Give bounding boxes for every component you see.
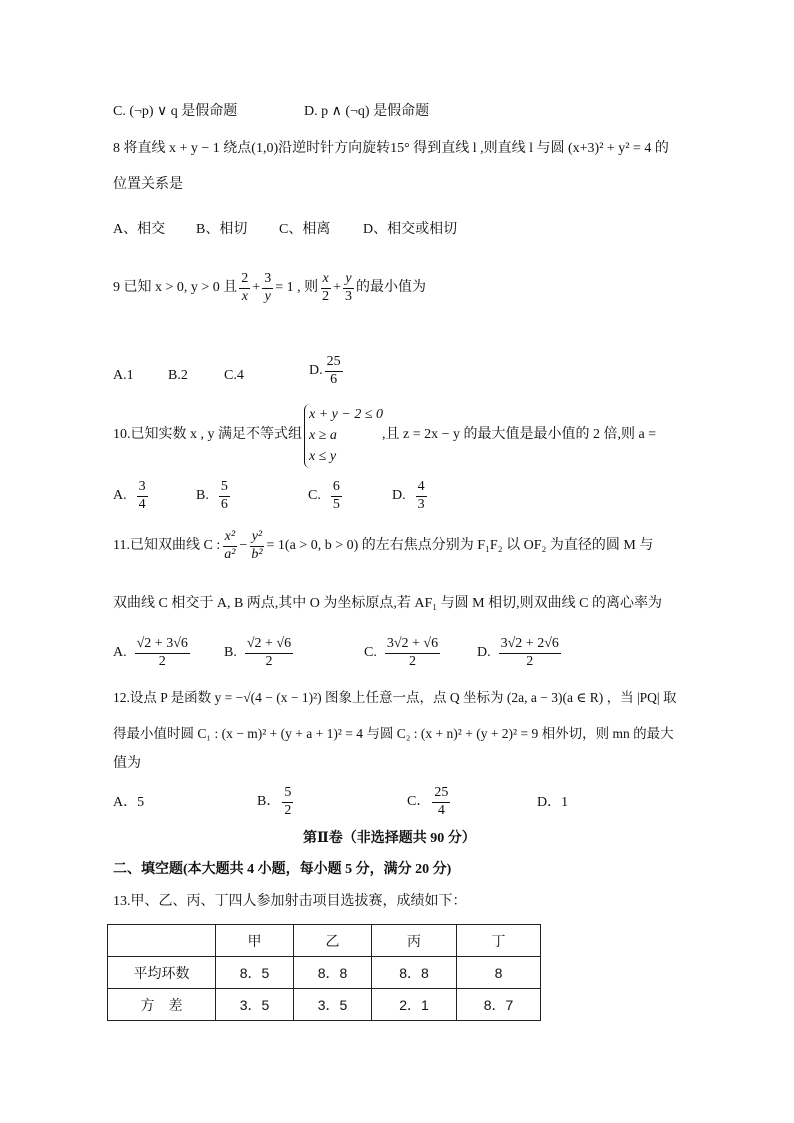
q11-option-a: A. $\frac{√2 + 3√6}{2}$ (113, 636, 188, 669)
q10-option-a: A. $\frac{3}{4}$ (113, 479, 146, 512)
q10-ineq-3: x ≤ y (309, 449, 337, 464)
table-cell: 8．7 (457, 989, 541, 1021)
q10-suffix: ,且 z = 2x − y 的最大值是最小值的 2 倍,则 a = (382, 427, 657, 442)
q7-option-d: D. p ∧ (¬q) 是假命题 (304, 104, 430, 119)
q9-stem (113, 272, 426, 304)
q11-prefix: 11.已知双曲线 C : (113, 538, 221, 554)
q11-fraction-y2-b2: $\frac{\text{y²}}{\text{b²}}$ (251, 529, 263, 562)
q11-stem-line1: 11.已知双曲线 C : $\frac{\text{x²}}{\text{a²}}$ − $\frac{\text{y²}}{\text{b²}}$ = 1(a > 0, b > 0) 的左右焦点分别为 F₁F₂ 以 OF₂ 为直径的圆 M 与 (113, 529, 654, 562)
q10-option-c: C. $\frac{6}{5}$ (308, 479, 340, 512)
q12-option-b: B． $\frac{5}{2}$ (257, 785, 292, 818)
q8-option-d: D、相交或相切 (363, 222, 458, 237)
q9-prefix: 9 已知 x > 0, y > 0 且 (113, 280, 238, 296)
table-header-cell: 甲 (216, 925, 294, 957)
q12-option-d: D．1 (537, 795, 569, 810)
q12-stem-line2: 得最小值时圆 C₁ : (x − m)² + (y + a + 1)² = 4 与圆 C₂ : (x + n)² + (y + 2)² = 9 相外切，则 mn 的最大 (113, 726, 674, 741)
q11-option-c: C. $\frac{3√2 + √6}{2}$ (364, 636, 439, 669)
table-cell: 3．5 (216, 989, 294, 1021)
q9-plus: + (252, 280, 261, 296)
q9-option-a: A.1 (113, 368, 134, 383)
table-header-cell (108, 925, 216, 957)
table-row-label: 方 差 (108, 989, 216, 1021)
q11-stem-line2: 双曲线 C 相交于 A, B 两点,其中 O 为坐标原点,若 AF₁ 与圆 M 相切,则双曲线 C 的离心率为 (113, 596, 662, 611)
q11-option-b: B. $\frac{√2 + √6}{2}$ (224, 636, 292, 669)
q9-fraction-3-over-y: $\frac{3}{y}$ (264, 271, 272, 304)
q10-option-b: B. $\frac{5}{6}$ (196, 479, 228, 512)
table-cell: 3．5 (294, 989, 372, 1021)
fill-in-section-title: 二、填空题(本大题共 4 小题，每小题 5 分，满分 20 分) (113, 862, 452, 877)
q12-option-a: A．5 (113, 795, 145, 810)
table-header-cell: 丁 (457, 925, 541, 957)
q13-stem: 13.甲、乙、丙、丁四人参加射击项目选拔赛，成绩如下： (113, 894, 467, 909)
q9-option-d: D. $\frac{25}{6}$ (309, 354, 341, 387)
table-header-row (108, 925, 541, 957)
q10-ineq-1: x + y − 2 ≤ 0 (309, 407, 384, 422)
q9-fraction-x-over-2: $\frac{x}{2}$ (322, 271, 330, 304)
q12-stem-line1: 12.设点 P 是函数 y = −√(4 − (x − 1)²) 图象上任意一点，点 Q 坐标为 (2a, a − 3)(a ∈ R) ，当 |PQ| 取 (113, 690, 677, 705)
q9-option-b: B.2 (168, 368, 188, 383)
q10-option-d: D. $\frac{4}{3}$ (392, 479, 425, 512)
q12-option-c: C． $\frac{25}{4}$ (407, 785, 449, 818)
q8-stem-line1: 8 将直线 x + y − 1 绕点(1,0)沿逆时针方向旋转15° 得到直线 l ,则直线 l 与圆 (x+3)² + y² = 4 的 (113, 141, 669, 156)
q8-option-a: A、相交 (113, 222, 166, 237)
q12-stem-line3: 值为 (113, 756, 141, 771)
q11-option-d: D. $\frac{3√2 + 2√6}{2}$ (477, 636, 559, 669)
table-row (108, 957, 541, 989)
q9-equals: = 1 , 则 (275, 280, 319, 296)
table-row-label: 平均环数 (108, 957, 216, 989)
q7-option-c: C. (¬p) ∨ q 是假命题 (113, 104, 238, 119)
table-cell: 8．5 (216, 957, 294, 989)
q8-option-b: B、相切 (196, 222, 248, 237)
table-cell: 8．8 (372, 957, 457, 989)
q8-stem-line2: 位置关系是 (113, 177, 183, 192)
q10-ineq-2: x ≥ a (309, 428, 337, 443)
q8-option-c: C、相离 (279, 222, 331, 237)
q11-suffix: = 1(a > 0, b > 0) 的左右焦点分别为 F₁F₂ 以 OF₂ 为直径的圆 M 与 (266, 538, 654, 554)
table-cell: 8．8 (294, 957, 372, 989)
q9-fraction-2-over-x: $\frac{2}{x}$ (241, 271, 249, 304)
scores-table (107, 924, 541, 1021)
q9-suffix: 的最小值为 (356, 280, 427, 296)
q9-plus-2: + (333, 280, 342, 296)
q9-option-c: C.4 (224, 368, 244, 383)
section2-title: 第Ⅱ卷（非选择题共 90 分） (303, 831, 476, 846)
table-header-cell: 乙 (294, 925, 372, 957)
q11-fraction-x2-a2: $\frac{\text{x²}}{\text{a²}}$ (224, 529, 236, 562)
q9-fraction-y-over-3: $\frac{y}{3}$ (345, 271, 353, 304)
table-row (108, 989, 541, 1021)
q10-prefix: 10.已知实数 x , y 满足不等式组 (113, 427, 302, 442)
table-cell: 8 (457, 957, 541, 989)
table-header-cell: 丙 (372, 925, 457, 957)
table-cell: 2．1 (372, 989, 457, 1021)
q10-inequality-system (304, 404, 383, 468)
